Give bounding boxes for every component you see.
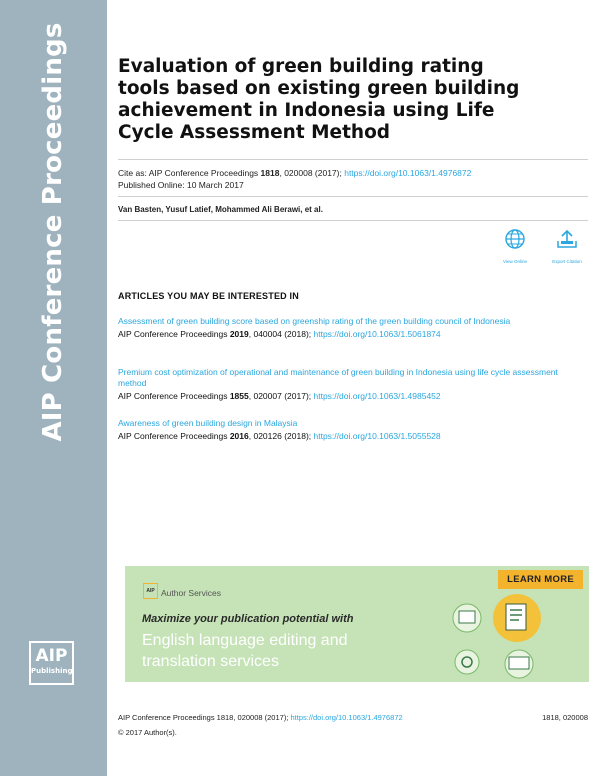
divider [118, 159, 588, 160]
divider [118, 196, 588, 197]
related-article [118, 316, 588, 339]
journal-title: AIP Conference Proceedings [38, 22, 68, 442]
related-articles-heading: ARTICLES YOU MAY BE INTERESTED IN [118, 291, 299, 301]
cite-rest: , 020126 (2018); [248, 431, 314, 441]
learn-more-button[interactable]: LEARN MORE [498, 570, 583, 589]
banner-offer: English language editing and translation services [142, 632, 348, 670]
doi-link[interactable]: https://doi.org/10.1063/1.4985452 [313, 391, 441, 401]
cite-label: AIP Conference Proceedings [118, 329, 230, 339]
related-article-title[interactable]: Premium cost optimization of operational and maintenance of green building in Indonesia using life cycle assessment method [118, 367, 558, 388]
footer-cite-text: AIP Conference Proceedings 1818, 020008 (2017); [118, 713, 291, 722]
related-article-citation [118, 329, 588, 339]
related-article-title[interactable]: Assessment of green building score based on greenship rating of the green building council of Indonesia [118, 316, 511, 326]
cite-label: AIP Conference Proceedings [118, 431, 230, 441]
divider [118, 220, 588, 221]
export-citation-button[interactable] [547, 228, 587, 264]
globe-icon [504, 228, 526, 250]
export-icon [555, 228, 579, 250]
sidebar [0, 0, 107, 776]
cite-rest: , 020007 (2017); [248, 391, 314, 401]
banner-illustration [439, 588, 589, 682]
related-article-citation [118, 391, 588, 401]
view-online-button[interactable] [495, 228, 535, 264]
doi-link[interactable]: https://doi.org/10.1063/1.5061874 [313, 329, 441, 339]
paper-title: Evaluation of green building rating tools based on existing green building achievement in Indonesia using Life Cycle Assessment Method [118, 56, 520, 143]
related-article-title[interactable]: Awareness of green building design in Malaysia [118, 418, 298, 428]
cite-volume: 2016 [229, 431, 249, 441]
banner-service-name: Author Services [161, 588, 221, 598]
doi-link[interactable]: https://doi.org/10.1063/1.5055528 [313, 431, 441, 441]
cite-doi-link[interactable]: https://doi.org/10.1063/1.4976872 [344, 168, 472, 178]
view-online-label: View Online [503, 259, 527, 264]
cite-label: Cite as: AIP Conference Proceedings [118, 168, 261, 178]
published-date: Published Online: 10 March 2017 [118, 180, 244, 190]
page-number: 1818, 020008 [542, 713, 588, 722]
banner-tagline: Maximize your publication potential with [142, 613, 354, 625]
footer-citation [118, 713, 403, 722]
author-services-banner[interactable] [125, 566, 589, 682]
related-article [118, 367, 588, 401]
related-article-citation [118, 431, 588, 441]
authors[interactable]: Van Basten, Yusuf Latief, Mohammed Ali Berawi, et al. [118, 205, 323, 214]
citation-line [118, 168, 471, 178]
cite-rest: , 020008 (2017); [279, 168, 345, 178]
cite-volume: 1818 [260, 168, 280, 178]
banner-aip-logo: AIP [143, 583, 158, 599]
cite-rest: , 040004 (2018); [248, 329, 314, 339]
gear-icon [455, 650, 479, 674]
cite-label: AIP Conference Proceedings [118, 391, 230, 401]
cite-volume: 2019 [229, 329, 249, 339]
cite-volume: 1855 [229, 391, 249, 401]
copyright-notice: © 2017 Author(s). [118, 728, 177, 737]
export-citation-label: Export Citation [552, 259, 582, 264]
logo-main-text: AIP [35, 646, 68, 666]
logo-sub-text: Publishing [31, 667, 73, 675]
aip-publishing-logo[interactable] [29, 641, 74, 685]
footer-doi-link[interactable]: https://doi.org/10.1063/1.4976872 [290, 713, 403, 722]
related-article [118, 418, 588, 441]
